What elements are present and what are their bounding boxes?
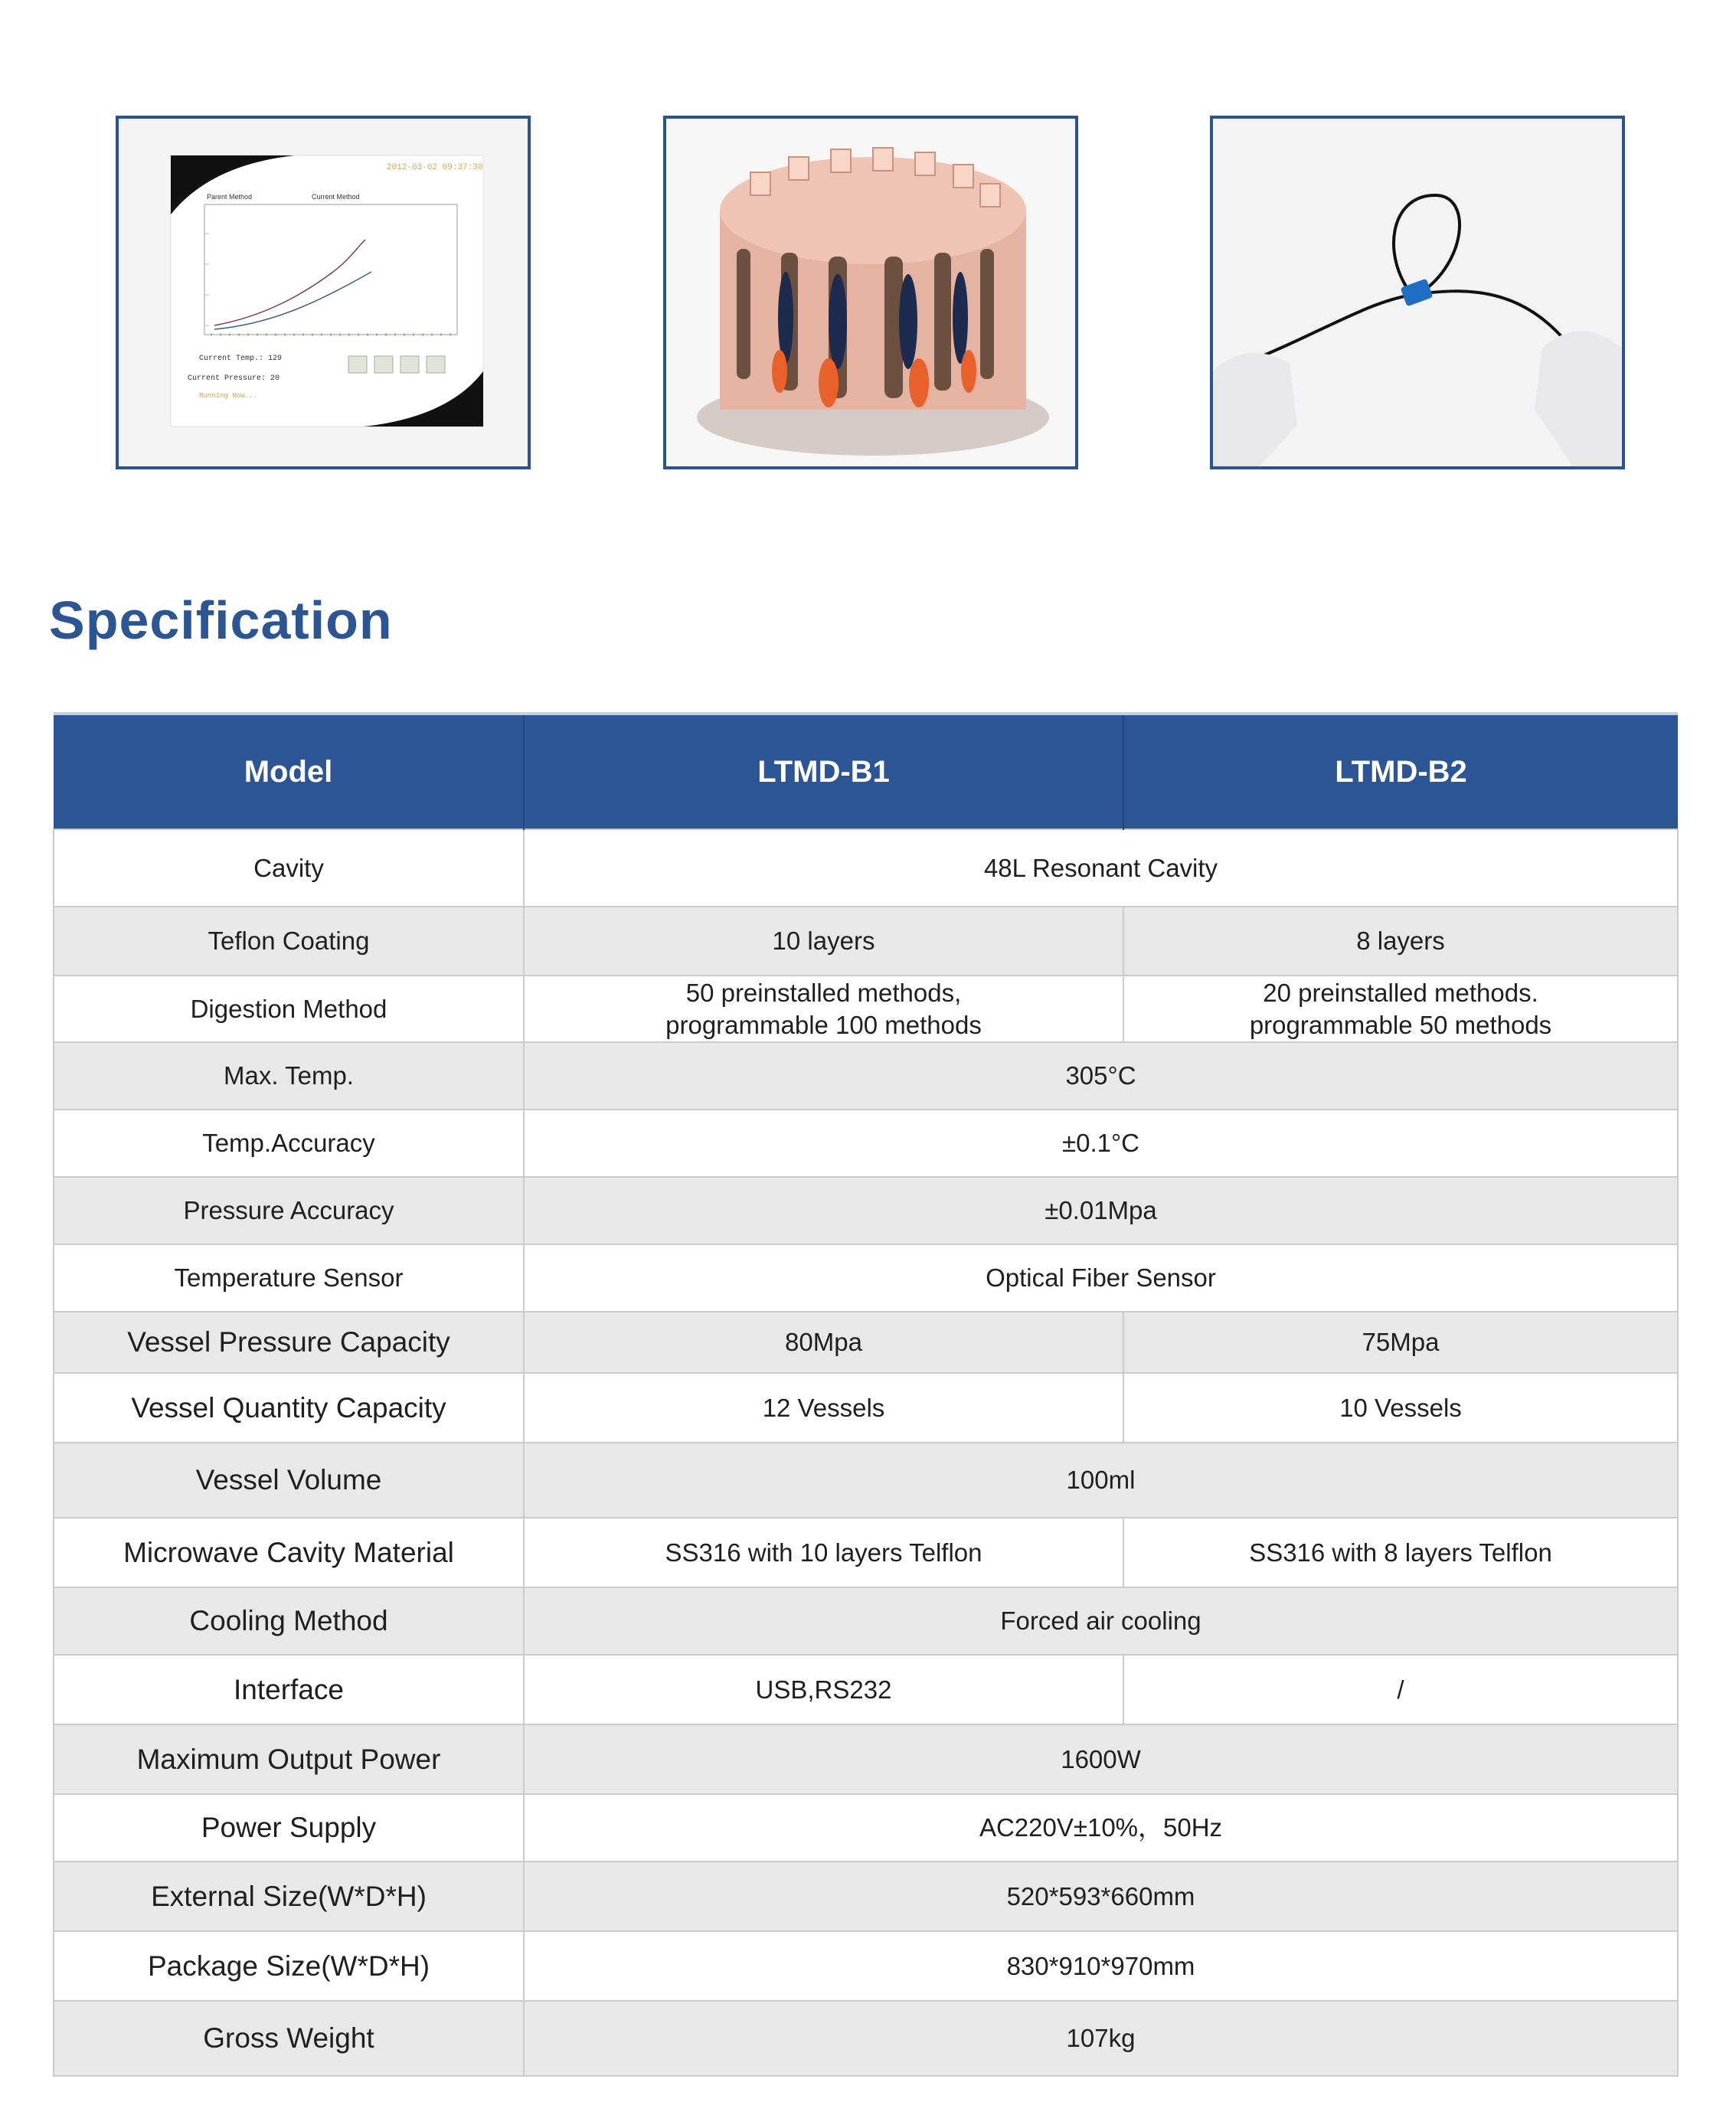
row-value-b1: USB,RS232: [524, 1655, 1123, 1724]
screen-timestamp: 2012-03-02 09:37:30: [387, 163, 483, 172]
table-row: [54, 907, 1678, 976]
table-row: [54, 1373, 1678, 1443]
row-value-b2: /: [1123, 1655, 1678, 1724]
table-row: [54, 1655, 1678, 1724]
table-row: [54, 1861, 1678, 1931]
row-label: Digestion Method: [54, 976, 524, 1042]
row-value-b1: 50 preinstalled methods, programmable 100 methods: [524, 976, 1123, 1042]
header-ltmd-b1: LTMD-B1: [524, 714, 1123, 829]
row-value: 830*910*970mm: [524, 1931, 1678, 2001]
table-row: [54, 1518, 1678, 1587]
row-label: Cooling Method: [54, 1587, 524, 1655]
row-value: ±0.1°C: [524, 1110, 1678, 1177]
row-value-b1: 10 layers: [524, 907, 1123, 976]
row-value: Optical Fiber Sensor: [524, 1244, 1678, 1312]
table-row: [54, 1794, 1678, 1861]
screen-pressure-readout: Current Pressure: 20: [188, 374, 280, 383]
row-label: Vessel Pressure Capacity: [54, 1312, 524, 1373]
row-label: Temperature Sensor: [54, 1244, 524, 1312]
row-label: Power Supply: [54, 1794, 524, 1861]
row-label: Microwave Cavity Material: [54, 1518, 524, 1587]
table-row: [54, 829, 1678, 907]
row-label: External Size(W*D*H): [54, 1861, 524, 1931]
screen-left-label: Parent Method: [207, 193, 253, 201]
vessel-rotor-illustration: [666, 119, 1075, 466]
row-value: Forced air cooling: [524, 1587, 1678, 1655]
screen-right-label: Current Method: [312, 193, 360, 201]
row-label: Teflon Coating: [54, 907, 524, 976]
screen-temp-readout: Current Temp.: 129: [199, 355, 283, 363]
fiber-sensor-photo: [1210, 116, 1625, 469]
row-label: Maximum Output Power: [54, 1724, 524, 1794]
row-value: AC220V±10%，50Hz: [524, 1794, 1678, 1861]
row-label: Temp.Accuracy: [54, 1110, 524, 1177]
table-row: [54, 976, 1678, 1042]
row-value-b1: 12 Vessels: [524, 1373, 1123, 1443]
row-value: 48L Resonant Cavity: [524, 829, 1678, 907]
specification-table: [53, 712, 1679, 2077]
row-value: 107kg: [524, 2001, 1678, 2076]
table-row: [54, 1724, 1678, 1794]
row-value-b2: SS316 with 8 layers Telflon: [1123, 1518, 1678, 1587]
row-value: 1600W: [524, 1724, 1678, 1794]
row-label: Interface: [54, 1655, 524, 1724]
header-ltmd-b2: LTMD-B2: [1123, 714, 1678, 829]
row-label: Gross Weight: [54, 2001, 524, 2076]
section-title: Specification: [49, 590, 393, 650]
table-row: [54, 1931, 1678, 2001]
table-row: [54, 1110, 1678, 1177]
row-value-b1: SS316 with 10 layers Telflon: [524, 1518, 1123, 1587]
table-row: [54, 2001, 1678, 2076]
row-label: Package Size(W*D*H): [54, 1931, 524, 2001]
table-row: [54, 1042, 1678, 1110]
row-value: 305°C: [524, 1042, 1678, 1110]
row-label: Max. Temp.: [54, 1042, 524, 1110]
table-row: [54, 1244, 1678, 1312]
table-header-row: [54, 714, 1678, 829]
vessel-rotor-photo: [663, 116, 1078, 469]
row-value: ±0.01Mpa: [524, 1177, 1678, 1244]
row-label: Cavity: [54, 829, 524, 907]
row-label: Vessel Quantity Capacity: [54, 1373, 524, 1443]
control-screen-illustration: [119, 119, 528, 466]
table-row: [54, 1312, 1678, 1373]
row-value: 520*593*660mm: [524, 1861, 1678, 1931]
control-screen-photo: [116, 116, 531, 469]
row-value-b2: 20 preinstalled methods. programmable 50 methods: [1123, 976, 1678, 1042]
screen-status: Running Now...: [199, 392, 257, 400]
row-value-b2: 75Mpa: [1123, 1312, 1678, 1373]
table-row: [54, 1177, 1678, 1244]
row-value-b2: 8 layers: [1123, 907, 1678, 976]
table-row: [54, 1443, 1678, 1518]
row-value-b2: 10 Vessels: [1123, 1373, 1678, 1443]
row-value-b1: 80Mpa: [524, 1312, 1123, 1373]
header-model: Model: [54, 714, 524, 829]
fiber-sensor-illustration: [1213, 119, 1622, 466]
row-value: 100ml: [524, 1443, 1678, 1518]
row-label: Vessel Volume: [54, 1443, 524, 1518]
row-label: Pressure Accuracy: [54, 1177, 524, 1244]
table-row: [54, 1587, 1678, 1655]
